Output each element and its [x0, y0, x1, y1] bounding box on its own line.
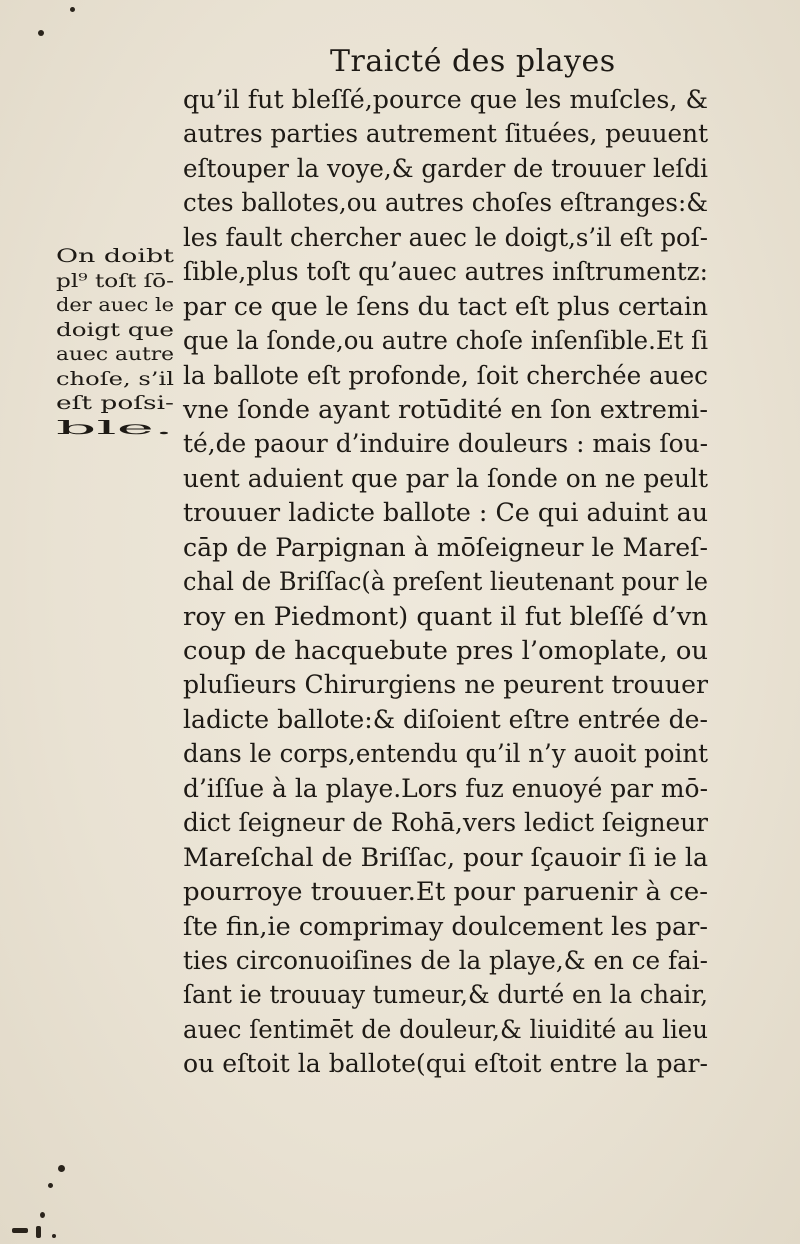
text-line: coup de hacquebute pres l’omoplate, ou — [183, 636, 708, 666]
ink-speck — [52, 1234, 56, 1238]
text-line: qu’il fut bleſſé,pource que les muſcles, & — [183, 85, 708, 115]
ink-speck — [40, 1212, 45, 1218]
text-line: les fault chercher auec le doigt,s’il eſt poſ- — [183, 222, 708, 253]
text-line: ctes ballotes,ou autres choſes eſtranges:& — [183, 188, 708, 219]
margin-note-line: der auec le — [56, 294, 174, 316]
ink-speck — [38, 30, 44, 36]
margin-note-line: eſt poſsi- — [56, 392, 174, 414]
ink-speck — [70, 7, 75, 12]
text-line: chal de Briſſac(à preſent lieutenant pour le — [183, 567, 708, 598]
text-line: que la ſonde,ou autre choſe inſenſible.Et ſi — [183, 326, 708, 357]
text-line: vne ſonde ayant rotūdité en ſon extremi- — [183, 394, 708, 425]
text-line: ſte fin,ie comprimay doulcement les par- — [183, 911, 708, 942]
margin-note-line: auec autre — [56, 343, 174, 365]
running-head: Traicté des playes — [330, 44, 616, 79]
text-line: ſible,plus toſt qu’auec autres inſtrumentz: — [183, 257, 708, 288]
text-line: trouuer ladicte ballote : Ce qui aduint au — [183, 498, 708, 529]
text-line: cāp de Parpignan à mōſeigneur le Mareſ- — [183, 532, 708, 563]
margin-note-line: pl⁹ toſt ſō- — [56, 269, 174, 292]
text-line: d’iſſue à la playe.Lors fuz enuoyé par mō- — [183, 773, 708, 804]
text-line: uent aduient que par la ſonde on ne peult — [183, 463, 708, 494]
body-text — [183, 83, 723, 1082]
ink-speck — [58, 1165, 65, 1172]
text-line: Mareſchal de Briſſac, pour ſçauoir ſi ie la — [183, 842, 708, 873]
text-line: par ce que le ſens du tact eſt plus certain — [183, 291, 708, 322]
text-line: auec ſentimēt de douleur,& liuidité au lieu — [183, 1014, 708, 1045]
text-line: ou eſtoit la ballote(qui eſtoit entre la par- — [183, 1049, 708, 1080]
margin-note-line: doigt que — [56, 318, 174, 341]
text-line: ladicte ballote:& diſoient eſtre entrée de- — [183, 704, 708, 735]
text-line: ſant ie trouuay tumeur,& durté en la chair, — [183, 980, 708, 1011]
text-line: pluſieurs Chirurgiens ne peurent trouuer — [183, 670, 708, 701]
ink-speck — [12, 1228, 28, 1233]
text-line: dict ſeigneur de Rohā,vers ledict ſeigneur — [183, 808, 708, 839]
margin-note-line: ble. — [56, 416, 174, 439]
text-line: ties circonuoiſines de la playe,& en ce fai- — [183, 945, 708, 976]
text-line: la ballote eſt profonde, ſoit cherchée auec — [183, 360, 708, 391]
text-line: té,de paour d’induire douleurs : mais ſou- — [183, 429, 708, 460]
ink-speck — [36, 1226, 41, 1238]
margin-note-line: choſe, s’il — [56, 367, 174, 390]
ink-speck — [48, 1183, 53, 1188]
text-line: roy en Piedmont) quant il fut bleſſé d’vn — [183, 601, 708, 632]
margin-note — [56, 244, 178, 440]
margin-note-line: On doibt — [56, 245, 174, 267]
text-line: autres parties autrement ſituées, peuuent — [183, 119, 708, 150]
text-line: dans le corps,entendu qu’il n’y auoit point — [183, 739, 708, 770]
text-line: eſtouper la voye,& garder de trouuer leſdi — [183, 153, 708, 184]
text-line: pourroye trouuer.Et pour paruenir à ce- — [183, 877, 708, 908]
